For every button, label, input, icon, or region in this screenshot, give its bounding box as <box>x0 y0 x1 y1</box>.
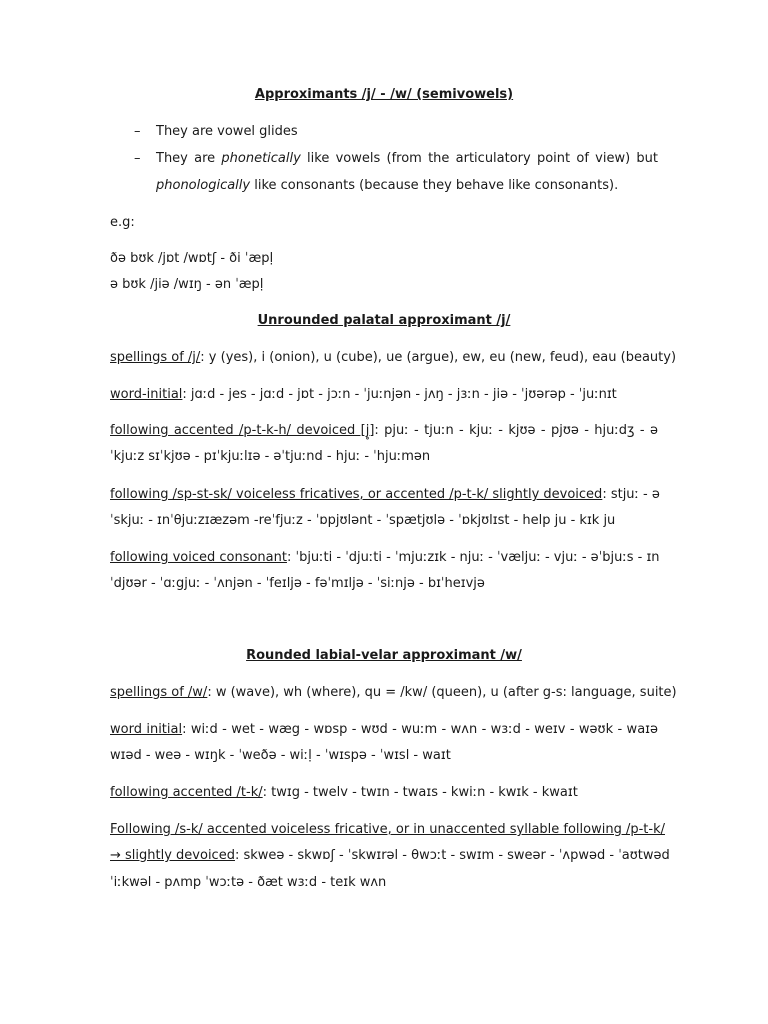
section-title-approximants: Approximants /j/ - /w/ (semivowels) <box>254 87 514 102</box>
palatal-accented-label: following accented /p-t-k-h/ devoiced [j̥] <box>110 423 375 438</box>
palatal-spstsk-line-1 <box>110 486 658 504</box>
labial-tk-text: : twɪg - twelv - twɪn - twaɪs - kwiːn - kwɪk - kwaɪt <box>262 785 578 800</box>
bullet-text: They are vowel glides <box>156 124 298 139</box>
labial-initial-text: : wiːd - wet - wæg - wɒsp - wʊd - wuːm - wʌn - wɜːd - weɪv - wəʊk - waɪə <box>182 722 658 737</box>
bullet-dash-icon: – <box>134 124 141 139</box>
labial-initial-label: word initial <box>110 722 183 737</box>
bullet-text-line-1 <box>156 150 658 168</box>
section-title-labial: Rounded labial-velar approximant /w/ <box>246 648 522 663</box>
palatal-voiced-label: following voiced consonant <box>110 550 287 565</box>
palatal-spellings-label: spellings of /j/ <box>110 350 201 365</box>
labial-initial-line-2: wɪəd - weə - wɪŋk - ˈweðə - wiːḷ - ˈwɪspə - ˈwɪsl - waɪt <box>110 748 451 763</box>
text-run: like consonants (because they behave like consonants). <box>250 178 619 193</box>
example-line-1: ðə bʊk /jɒt /wɒtʃ - ði ˈæpḷ <box>110 251 274 266</box>
palatal-spellings <box>110 349 677 367</box>
labial-spellings <box>110 684 677 702</box>
bullet-dash-icon: – <box>134 151 141 166</box>
labial-spellings-text: : w (wave), wh (where), qu = /kw/ (queen), u (after g-s: language, suite) <box>207 685 677 700</box>
palatal-word-initial <box>110 386 658 404</box>
labial-sk-line-1 <box>110 821 665 839</box>
palatal-initial-text: : jɑːd - jes - jɑːd - jɒt - jɔːn - ˈjuːnjən - jʌŋ - jɜːn - jiə - ˈjʊərəp - ˈjuːnɪt <box>182 387 617 402</box>
labial-sk-line-3: ˈiːkwəl - pʌmp ˈwɔːtə - ðæt wɜːd - teɪk wʌn <box>110 875 387 890</box>
text-run: like vowels (from the articulatory point of view) but <box>300 151 658 166</box>
palatal-accented-text: : pjuː - tjuːn - kjuː - kjʊə - pjʊə - hjuːdʒ - ə <box>374 423 658 438</box>
labial-initial-line-1 <box>110 721 658 739</box>
labial-sk-label-2: → slightly devoiced <box>110 848 235 863</box>
labial-sk-text: : skweə - skwɒʃ - ˈskwɪrəl - θwɔːt - swɪm - sweər - ˈʌpwəd - ˈaʊtwəd <box>234 848 670 863</box>
palatal-accented-line-1 <box>110 422 658 440</box>
palatal-initial-label: word-initial <box>110 387 183 402</box>
palatal-spstsk-text: : stjuː - ə <box>602 487 660 502</box>
palatal-spstsk-line-2: ˈskjuː - ɪnˈθjuːzɪæzəm -reˈfjuːz - ˈɒpjʊlənt - ˈspætjʊlə - ˈɒkjʊlɪst - help ju - kɪk ju <box>110 513 616 528</box>
eg-label: e.g: <box>110 215 135 230</box>
italic-run: phonologically <box>156 178 251 193</box>
italic-run: phonetically <box>221 151 301 166</box>
palatal-voiced-text: : ˈbjuːti - ˈdjuːti - ˈmjuːzɪk - njuː - ˈvæljuː - vjuː - əˈbjuːs - ɪn <box>286 550 660 565</box>
palatal-spellings-text: : y (yes), i (onion), u (cube), ue (argue), ew, eu (new, feud), eau (beauty) <box>200 350 677 365</box>
labial-tk-label: following accented /t-k/ <box>110 785 263 800</box>
section-title-palatal: Unrounded palatal approximant /j/ <box>257 313 511 328</box>
palatal-voiced-line-2: ˈdjʊər - ˈɑːgjuː - ˈʌnjən - ˈfeɪljə - fəˈmɪljə - ˈsiːnjə - bɪˈheɪvjə <box>110 576 485 591</box>
labial-sk-line-2 <box>110 847 670 865</box>
palatal-spstsk-label: following /sp-st-sk/ voiceless fricatives, or accented /p-t-k/ slightly devoiced <box>110 487 603 502</box>
text-run: They are <box>156 151 222 166</box>
example-line-2: ə bʊk /jiə /wɪŋ - ən ˈæpḷ <box>110 277 264 292</box>
labial-tk <box>110 784 658 802</box>
bullet-text-line-2 <box>156 177 658 195</box>
labial-sk-label-1: Following /s-k/ accented voiceless fricative, or in unaccented syllable following /p-t-k/ <box>110 822 665 837</box>
labial-spellings-label: spellings of /w/ <box>110 685 208 700</box>
palatal-voiced-line-1 <box>110 549 658 567</box>
palatal-accented-line-2: ˈkjuːz sɪˈkjʊə - pɪˈkjuːlɪə - əˈtjuːnd - hjuː - ˈhjuːmən <box>110 449 431 464</box>
